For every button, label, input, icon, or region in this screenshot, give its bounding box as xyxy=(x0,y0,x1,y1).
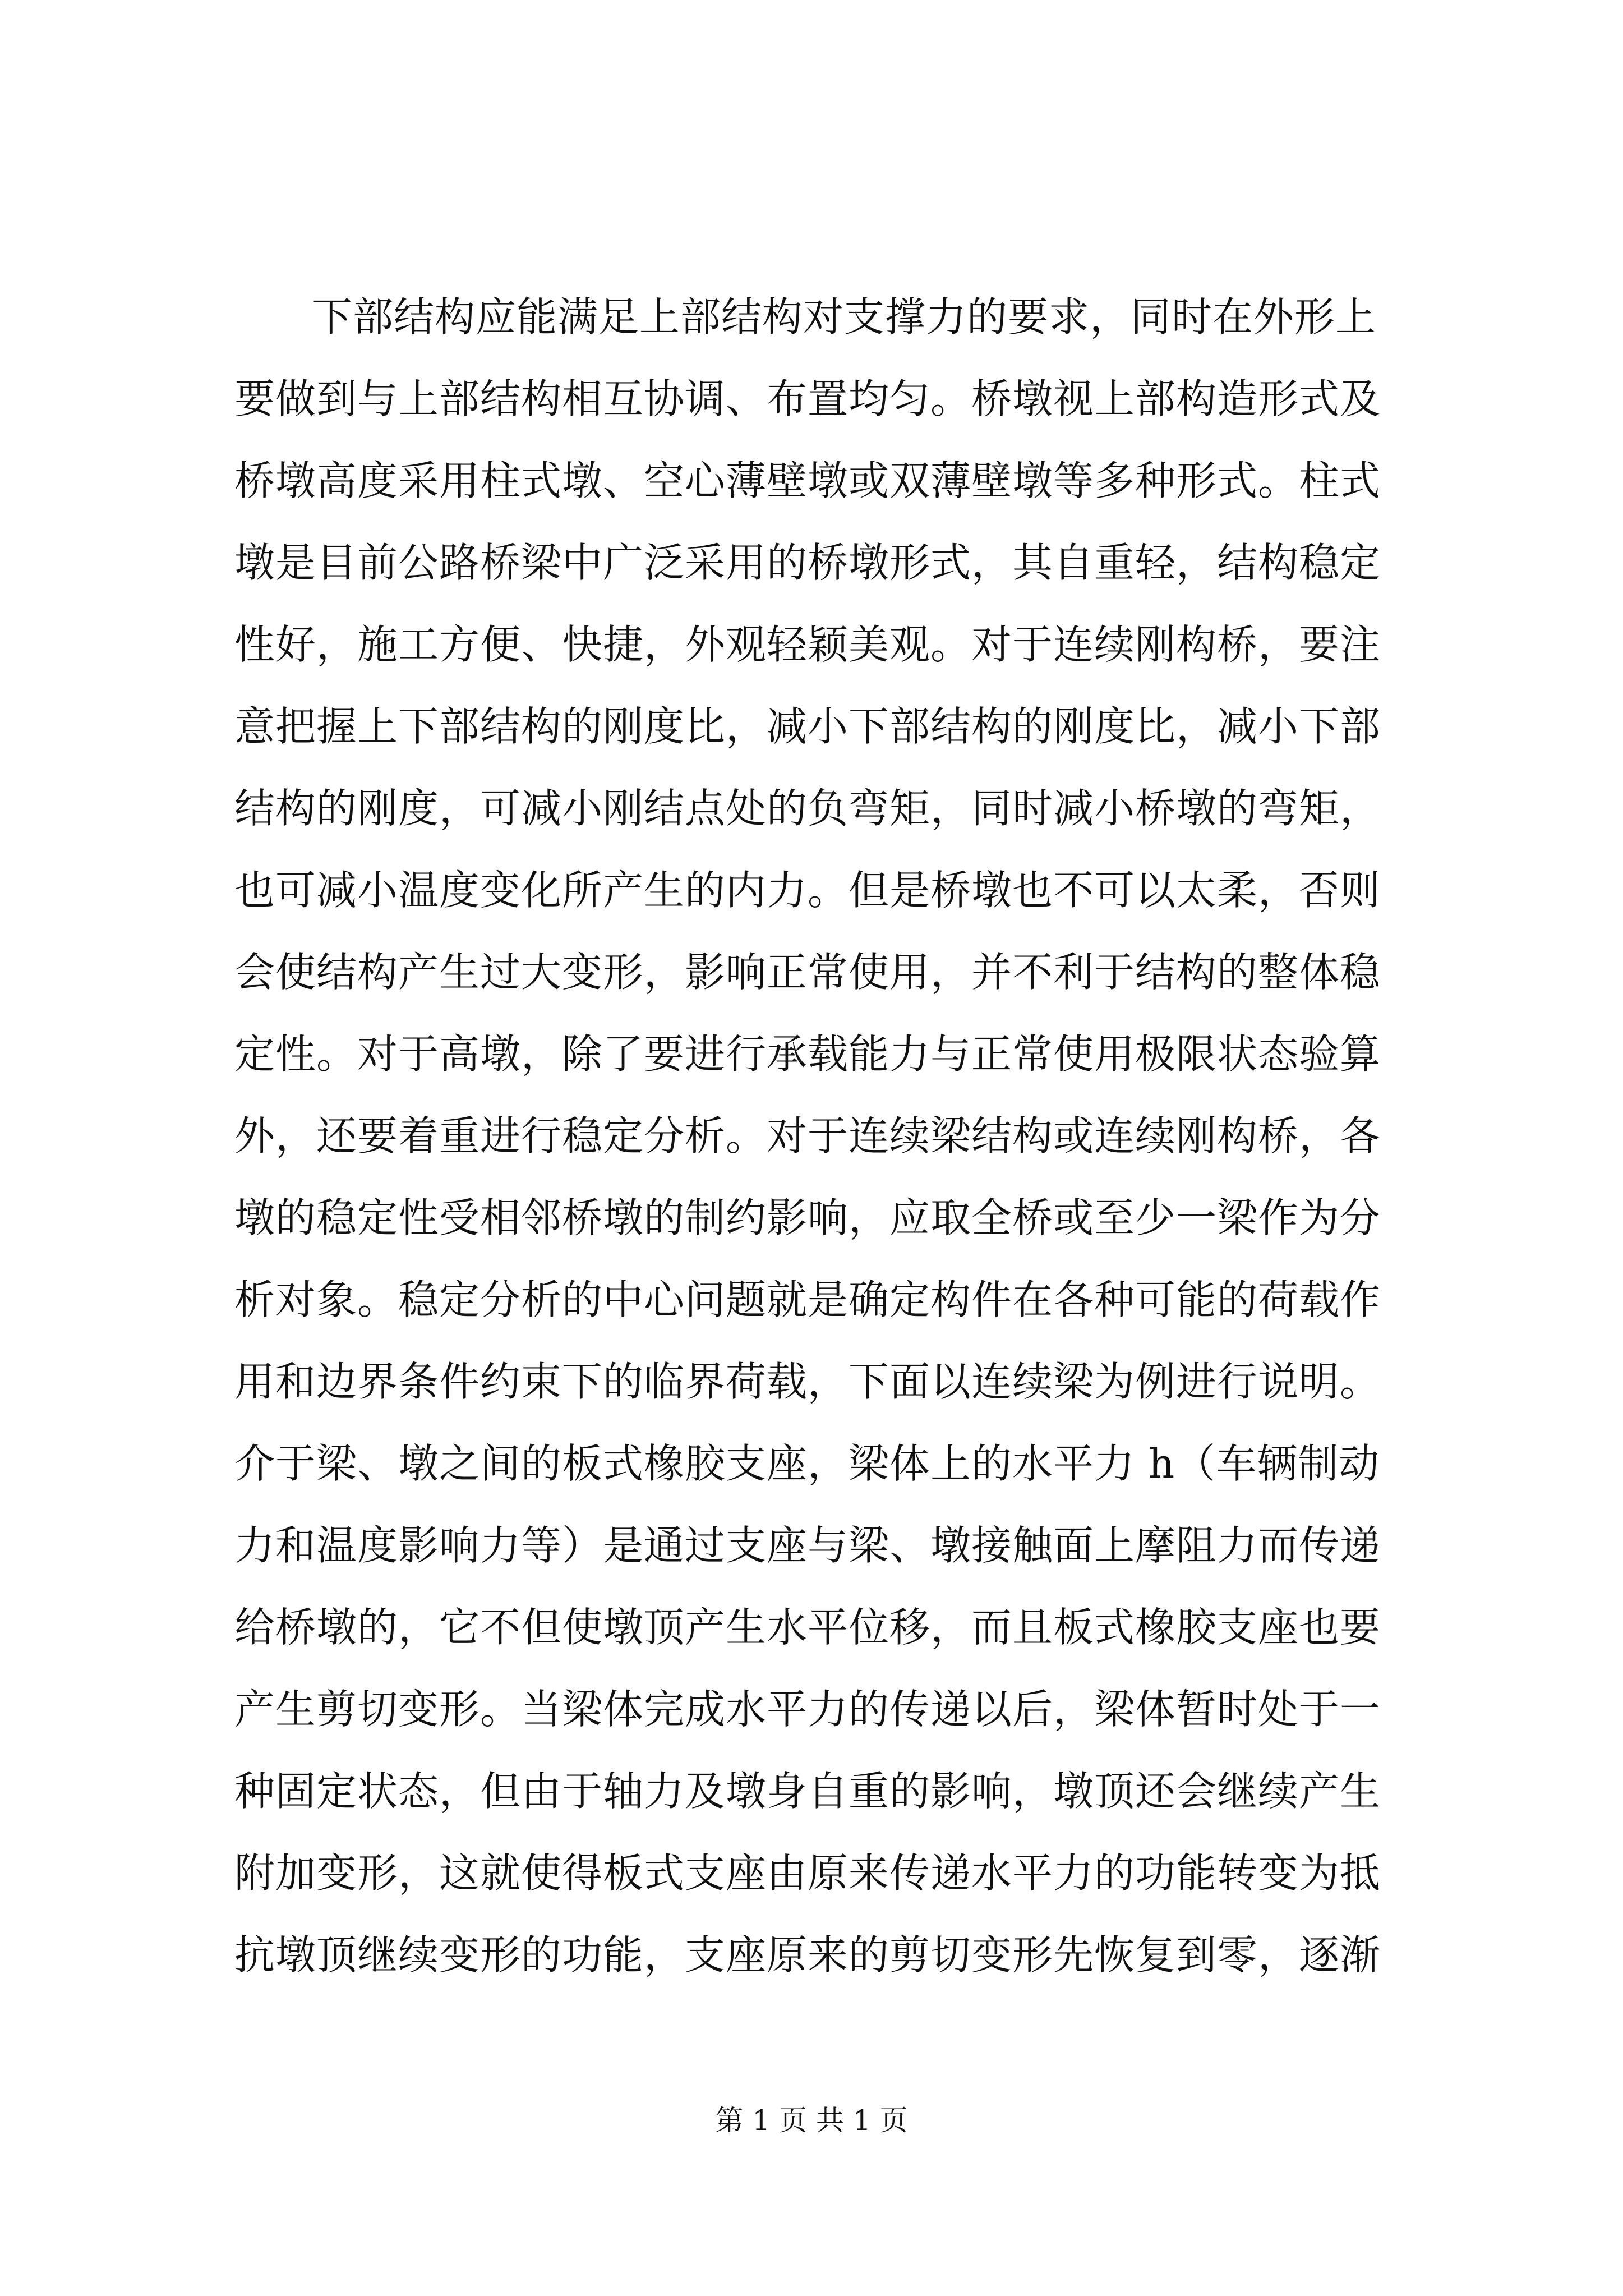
paragraph-line: 也可减小温度变化所产生的内力。但是桥墩也不可以太柔，否则 xyxy=(234,867,1381,914)
body-paragraph xyxy=(234,276,1418,1996)
paragraph-line: 用和边界条件约束下的临界荷载，下面以连续梁为例进行说明。 xyxy=(234,1358,1381,1405)
paragraph-line: 给桥墩的，它不但使墩顶产生水平位移，而且板式橡胶支座也要 xyxy=(234,1604,1381,1651)
paragraph-line: 产生剪切变形。当梁体完成水平力的传递以后，梁体暂时处于一 xyxy=(234,1686,1381,1733)
paragraph-line: 会使结构产生过大变形，影响正常使用，并不利于结构的整体稳 xyxy=(234,949,1381,996)
paragraph-line: 附加变形，这就使得板式支座由原来传递水平力的功能转变为抵 xyxy=(234,1849,1381,1897)
paragraph-line: 介于梁、墩之间的板式橡胶支座，梁体上的水平力 h（车辆制动 xyxy=(234,1440,1380,1487)
paragraph-line: 结构的刚度，可减小刚结点处的负弯矩，同时减小桥墩的弯矩， xyxy=(234,785,1381,832)
paragraph-line: 要做到与上部结构相互协调、布置均匀。桥墩视上部构造形式及 xyxy=(234,375,1381,422)
paragraph-line: 析对象。稳定分析的中心问题就是确定构件在各种可能的荷载作 xyxy=(234,1276,1381,1323)
paragraph-line: 下部结构应能满足上部结构对支撑力的要求，同时在外形上 xyxy=(312,293,1377,341)
paragraph-line: 力和温度影响力等）是通过支座与梁、墩接触面上摩阻力而传递 xyxy=(234,1522,1381,1569)
page-footer xyxy=(0,2104,1623,2137)
paragraph-line: 抗墩顶继续变形的功能，支座原来的剪切变形先恢复到零，逐渐 xyxy=(234,1931,1381,1978)
paragraph-line: 墩是目前公路桥梁中广泛采用的桥墩形式，其自重轻，结构稳定 xyxy=(234,539,1381,586)
paragraph-line: 桥墩高度采用柱式墩、空心薄壁墩或双薄壁墩等多种形式。柱式 xyxy=(234,457,1381,504)
paragraph-line: 意把握上下部结构的刚度比，减小下部结构的刚度比，减小下部 xyxy=(234,703,1381,750)
paragraph-line: 种固定状态，但由于轴力及墩身自重的影响，墩顶还会继续产生 xyxy=(234,1768,1381,1815)
paragraph-line: 性好，施工方便、快捷，外观轻颖美观。对于连续刚构桥，要注 xyxy=(234,621,1381,668)
paragraph-line: 外，还要着重进行稳定分析。对于连续梁结构或连续刚构桥，各 xyxy=(234,1112,1381,1159)
page-number-label: 第 1 页 共 1 页 xyxy=(715,2104,908,2137)
paragraph-line: 定性。对于高墩，除了要进行承载能力与正常使用极限状态验算 xyxy=(234,1030,1381,1078)
paragraph-line: 墩的稳定性受相邻桥墩的制约影响，应取全桥或至少一梁作为分 xyxy=(234,1194,1381,1241)
